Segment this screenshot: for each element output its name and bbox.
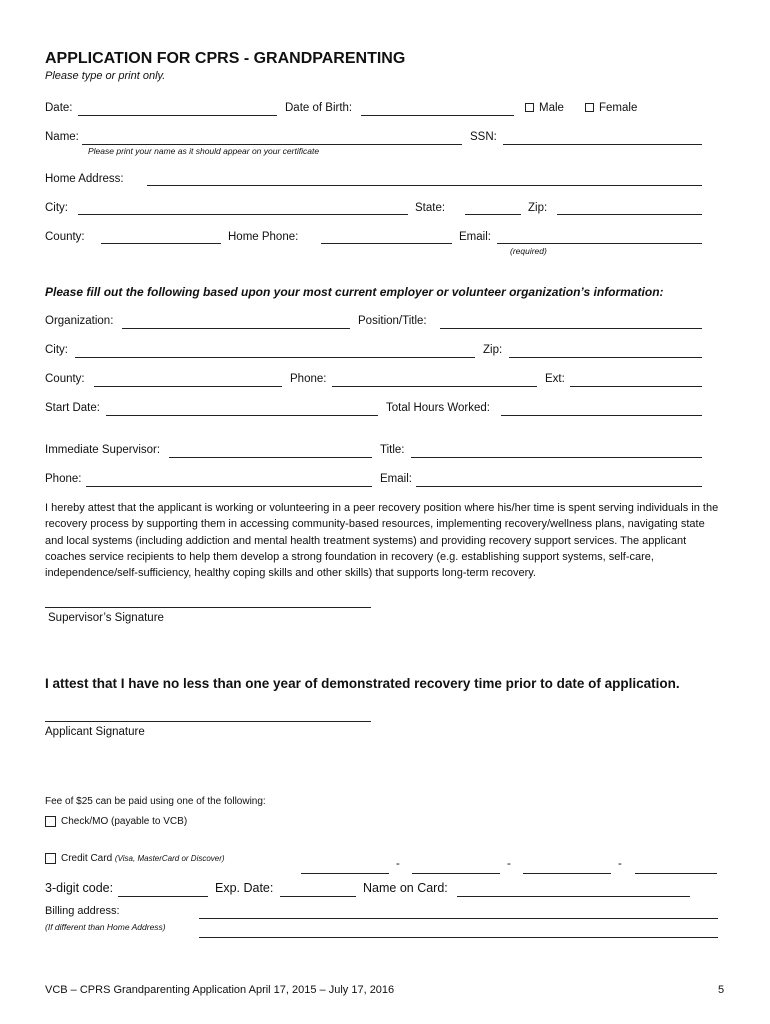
employer-zip-field[interactable]: [509, 357, 702, 358]
page-title: APPLICATION FOR CPRS - GRANDPARENTING: [45, 50, 406, 67]
female-label: Female: [599, 102, 638, 114]
employer-zip-label: Zip:: [483, 344, 503, 356]
card-dash-1: -: [396, 858, 400, 870]
applicant-signature-field[interactable]: [45, 721, 371, 722]
check-option[interactable]: [45, 816, 187, 827]
male-option[interactable]: [525, 101, 564, 115]
organization-label: Organization:: [45, 315, 114, 327]
applicant-signature-label: Applicant Signature: [45, 726, 145, 738]
footer-text: VCB – CPRS Grandparenting Application April 17, 2015 – July 17, 2016: [45, 984, 395, 996]
name-hint: Please print your name as it should appear on your certificate: [88, 146, 320, 156]
employer-instruction: Please fill out the following based upon your most current employer or volunteer organization’s information:: [45, 285, 664, 299]
zip-field[interactable]: [557, 214, 702, 215]
credit-card-hint: (Visa, MasterCard or Discover): [114, 854, 225, 864]
billing-field-1[interactable]: [199, 918, 718, 919]
date-field[interactable]: [78, 115, 277, 116]
male-label: Male: [539, 102, 564, 114]
start-date-label: Start Date:: [45, 402, 100, 414]
billing-label: Billing address:: [45, 905, 120, 917]
exp-field[interactable]: [280, 896, 356, 897]
credit-card-option[interactable]: [45, 853, 225, 864]
page-subtitle: Please type or print only.: [45, 70, 166, 82]
employer-ext-field[interactable]: [570, 386, 702, 387]
supervisor-email-field[interactable]: [416, 486, 702, 487]
employer-county-field[interactable]: [94, 386, 282, 387]
card-number-segment-2[interactable]: [412, 873, 500, 874]
check-checkbox[interactable]: [45, 816, 56, 827]
billing-hint: (If different than Home Address): [45, 922, 166, 932]
email-field[interactable]: [497, 243, 702, 244]
ssn-field[interactable]: [503, 144, 702, 145]
credit-card-label: Credit Card: [61, 853, 113, 865]
name-label: Name:: [45, 131, 79, 143]
date-label: Date:: [45, 102, 73, 114]
supervisor-phone-field[interactable]: [86, 486, 372, 487]
state-field[interactable]: [465, 214, 521, 215]
name-field[interactable]: [82, 144, 462, 145]
name-on-card-field[interactable]: [457, 896, 690, 897]
employer-phone-label: Phone:: [290, 373, 327, 385]
fee-text: Fee of $25 can be paid using one of the following:: [45, 796, 266, 807]
city-field[interactable]: [78, 214, 408, 215]
credit-card-checkbox[interactable]: [45, 853, 56, 864]
supervisor-title-label: Title:: [380, 444, 405, 456]
zip-label: Zip:: [528, 202, 548, 214]
card-number-segment-4[interactable]: [635, 873, 717, 874]
female-option[interactable]: [585, 101, 637, 115]
supervisor-phone-label: Phone:: [45, 473, 82, 485]
position-field[interactable]: [440, 328, 702, 329]
page-number: 5: [718, 984, 725, 996]
supervisor-title-field[interactable]: [411, 457, 702, 458]
home-phone-field[interactable]: [321, 243, 452, 244]
organization-field[interactable]: [122, 328, 350, 329]
email-hint: (required): [510, 246, 547, 256]
employer-phone-field[interactable]: [332, 386, 537, 387]
supervisor-signature-field[interactable]: [45, 607, 371, 608]
male-checkbox[interactable]: [525, 103, 534, 112]
employer-ext-label: Ext:: [545, 373, 565, 385]
employer-city-field[interactable]: [75, 357, 475, 358]
start-date-field[interactable]: [106, 415, 378, 416]
card-dash-3: -: [618, 858, 622, 870]
card-number-segment-1[interactable]: [301, 873, 389, 874]
attestation-paragraph: I hereby attest that the applicant is working or volunteering in a peer recovery position where his/her time is spent serving individuals in the recovery process by supporting them in accessing community-based resources, implementing recovery/wellness plans, navigating state and local systems (including addiction and mental health treatment systems) and providing recovery support services. The applicant coaches service recipients to help them develop a strong foundation in recovery (e.g. establishing support systems, self-care, independence/self-sufficiency, healthy coping skills and other skills) that supports long-term recovery.: [45, 502, 719, 580]
cvv-label: 3-digit code:: [45, 881, 114, 895]
employer-city-label: City:: [45, 344, 68, 356]
card-number-segment-3[interactable]: [523, 873, 611, 874]
total-hours-field[interactable]: [501, 415, 702, 416]
dob-field[interactable]: [361, 115, 514, 116]
county-field[interactable]: [101, 243, 221, 244]
exp-label: Exp. Date:: [215, 881, 274, 895]
supervisor-signature-label: Supervisor’s Signature: [48, 612, 164, 624]
email-label: Email:: [459, 231, 491, 243]
supervisor-label: Immediate Supervisor:: [45, 444, 161, 456]
dob-label: Date of Birth:: [285, 102, 353, 114]
home-address-field[interactable]: [147, 185, 702, 186]
total-hours-label: Total Hours Worked:: [386, 402, 490, 414]
name-on-card-label: Name on Card:: [363, 881, 448, 895]
city-label: City:: [45, 202, 68, 214]
supervisor-field[interactable]: [169, 457, 372, 458]
supervisor-email-label: Email:: [380, 473, 412, 485]
female-checkbox[interactable]: [585, 103, 594, 112]
check-label: Check/MO (payable to VCB): [61, 816, 188, 828]
state-label: State:: [415, 202, 446, 214]
cvv-field[interactable]: [118, 896, 208, 897]
home-address-label: Home Address:: [45, 173, 124, 185]
employer-county-label: County:: [45, 373, 85, 385]
home-phone-label: Home Phone:: [228, 231, 299, 243]
position-label: Position/Title:: [358, 315, 427, 327]
ssn-label: SSN:: [470, 131, 497, 143]
county-label: County:: [45, 231, 85, 243]
card-dash-2: -: [507, 858, 511, 870]
recovery-statement: I attest that I have no less than one year of demonstrated recovery time prior to date of application.: [45, 676, 680, 691]
billing-field-2[interactable]: [199, 937, 718, 938]
